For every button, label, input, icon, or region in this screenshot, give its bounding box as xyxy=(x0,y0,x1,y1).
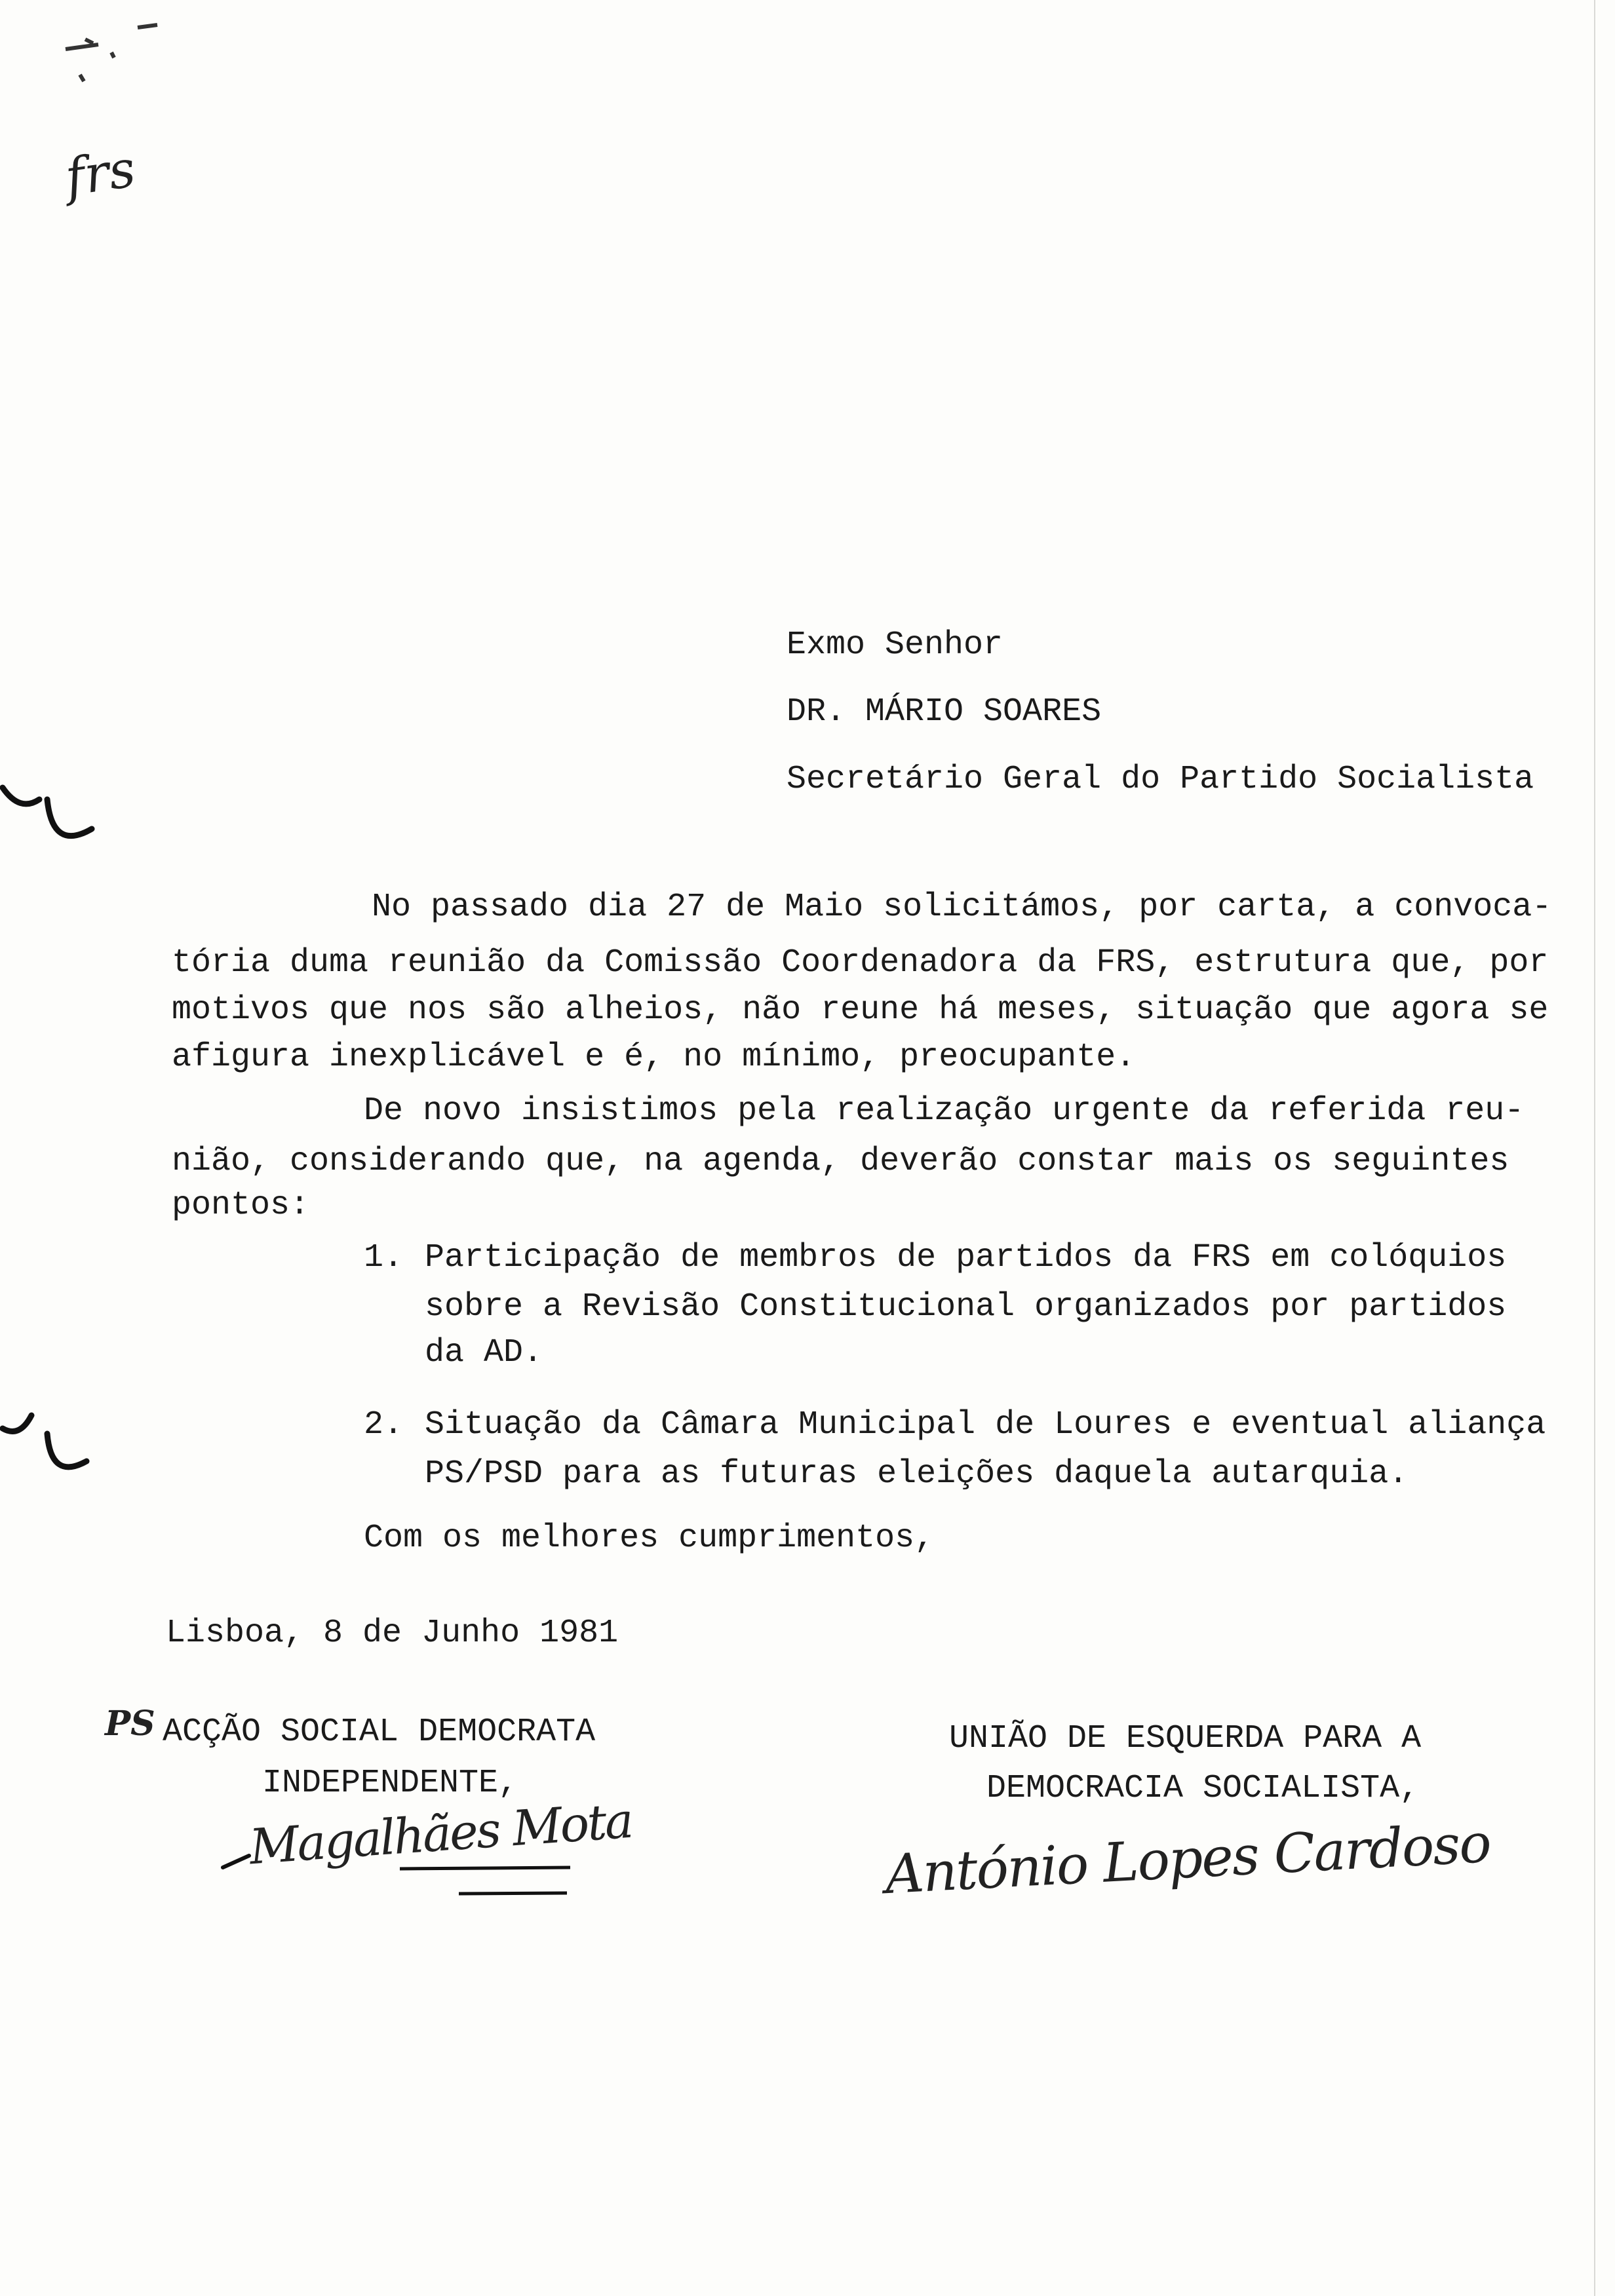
margin-initial: PS xyxy=(105,1704,155,1744)
point2-number: 2. xyxy=(364,1406,404,1444)
margin-scribble: frs xyxy=(62,140,139,208)
paragraph2-line2: nião, considerando que, na agenda, deverão constar mais os seguintes xyxy=(172,1143,1509,1180)
point1-number: 1. xyxy=(364,1239,404,1276)
paragraph2-line3: pontos: xyxy=(172,1187,310,1224)
point2-line1: Situação da Câmara Municipal de Loures e eventual aliança xyxy=(425,1406,1546,1444)
recipient-name: DR. MÁRIO SOARES xyxy=(787,693,1102,731)
paragraph1-line4: afigura inexplicável e é, no mínimo, preocupante. xyxy=(172,1039,1136,1076)
left-signature: Magalhães Mota xyxy=(247,1792,634,1876)
margin-check-mark-1 xyxy=(0,773,105,858)
right-signatory-line2: DEMOCRACIA SOCIALISTA, xyxy=(986,1770,1420,1807)
left-signature-underline xyxy=(210,1848,577,1900)
page-edge-shadow xyxy=(1594,0,1595,2296)
point2-line2: PS/PSD para as futuras eleições daquela autarquia. xyxy=(425,1455,1409,1493)
closing: Com os melhores cumprimentos, xyxy=(364,1520,935,1557)
point1-line3: da AD. xyxy=(425,1334,543,1371)
recipient-title: Secretário Geral do Partido Socialista xyxy=(787,761,1534,798)
right-signature: António Lopes Cardoso xyxy=(884,1812,1492,1907)
top-corner-specks xyxy=(39,13,170,85)
point1-line2: sobre a Revisão Constitucional organizados por partidos xyxy=(425,1288,1507,1326)
place-date: Lisboa, 8 de Junho 1981 xyxy=(166,1615,619,1652)
salutation: Exmo Senhor xyxy=(787,626,1003,664)
point1-line1: Participação de membros de partidos da FRS em colóquios xyxy=(425,1239,1507,1276)
left-signatory-line2: INDEPENDENTE, xyxy=(262,1765,518,1802)
paragraph1-line1: No passado dia 27 de Maio solicitámos, por carta, a convoca- xyxy=(372,889,1552,926)
right-signatory-line1: UNIÃO DE ESQUERDA PARA A xyxy=(949,1720,1422,1757)
left-signatory-line1: ACÇÃO SOCIAL DEMOCRATA xyxy=(163,1713,596,1751)
paragraph1-line2: tória duma reunião da Comissão Coordenadora da FRS, estrutura que, por xyxy=(172,944,1549,982)
margin-check-mark-2 xyxy=(0,1402,105,1481)
paragraph1-line3: motivos que nos são alheios, não reune há meses, situação que agora se xyxy=(172,991,1549,1029)
paragraph2-line1: De novo insistimos pela realização urgente da referida reu- xyxy=(364,1092,1525,1130)
